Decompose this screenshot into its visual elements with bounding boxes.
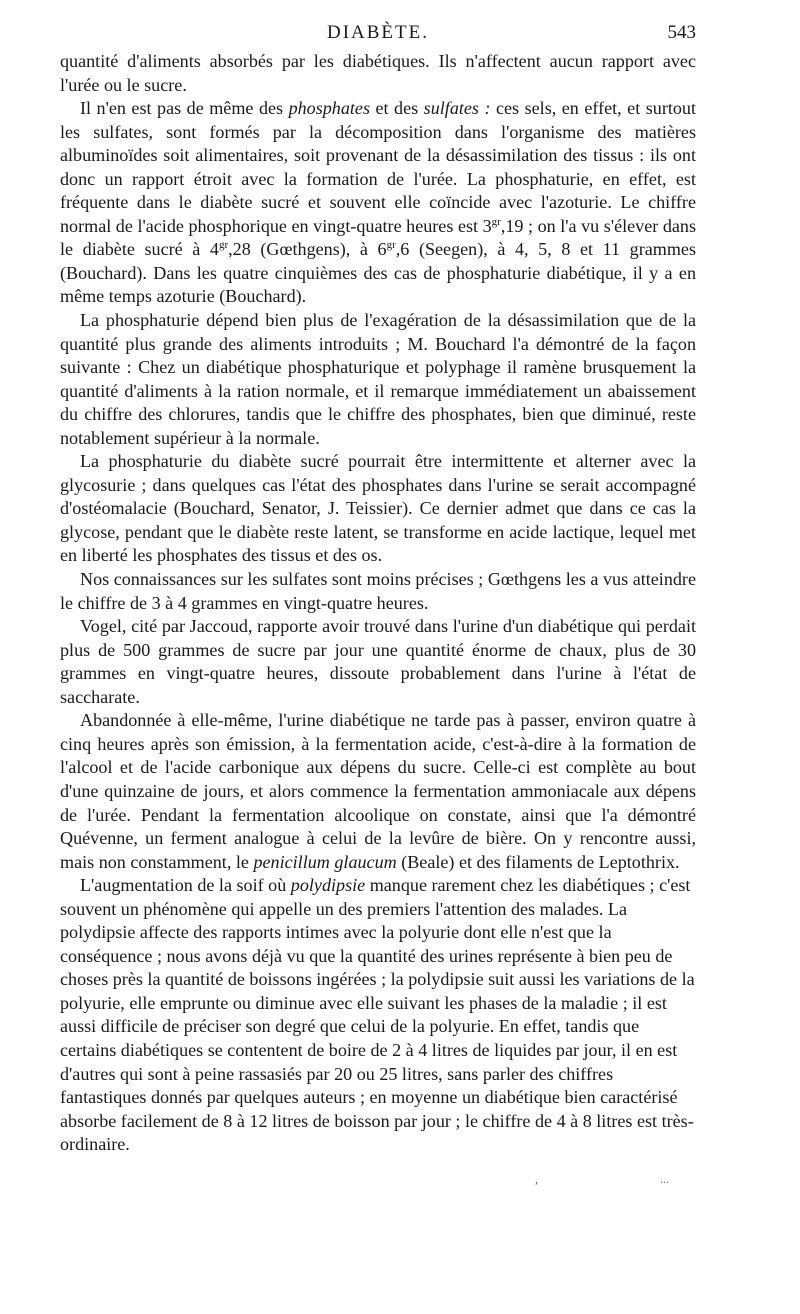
text-run: ,6 (Seegen), à 4, 5, 8 et 11 grammes (Bouchard). Dans les quatre cinquièmes des cas de phosphaturie diabétique, il y a en même temps azoturie (Bouchard). [60,239,696,307]
text-run: et des [369,98,424,119]
text-run: La phosphaturie dépend bien plus de l'exagération de la désassimilation que de la quantité plus grande des aliments introduits ; M. Bouchard l'a démontré de la façon suivante : Chez un diabétique phosphaturique et polyphage il ramène brusquement la quantité d'aliments à la ration normale, et il remarque immédiatement un abaissement du chiffre des chlorures, tandis que le chiffre des phosphates, bien que diminué, reste notablement supérieur à la normale. [60,310,696,448]
paragraph [60,709,696,874]
text-run: manque rarement chez les diabétiques ; c'est souvent un phénomène qui appelle un des premiers l'attention des malades. La polydipsie affecte des rapports intimes avec la polyurie dont elle n'est que la conséquence ; nous avons déjà vu que la quantité des urines représente à bien peu de choses près la quantité de boissons ingérées ; la polydipsie suit aussi les variations de la polyurie, elle emprunte ou diminue avec elle suivant les phases de la maladie ; il est aussi difficile de préciser son degré que celui de la polyurie. En effet, tandis que certains diabétiques se contentent de boire de 2 à 4 litres de liquides par jour, il en est d'autres qui sont à peine rassasiés par 20 ou 25 litres, sans parler des chiffres fantastiques donnés par quelques auteurs ; en moyenne un diabétique bien caractérisé absorbe facilement de 8 à 12 litres de boisson par jour ; le chiffre de 4 à 8 litres est très-ordinaire. [60,875,695,1155]
page-number: 543 [667,22,696,43]
italic-term: phosphates [288,98,370,119]
text-run: Abandonnée à elle-même, l'urine diabétique ne tarde pas à passer, environ quatre à cinq heures après son émission, à la fermentation acide, c'est-à-dire à la formation de l'alcool et de l'acide carbonique aux dépens du sucre. Celle-ci est complète au bout d'une quinzaine de jours, et alors commence la fermentation ammoniacale aux dépens de l'urée. Pendant la fermentation alcoolique on constate, ainsi que l'a démontré Quévenne, un ferment analogue à celui de la levûre de bière. On y rencontre aussi, mais non constamment, le [60,710,696,872]
stray-mark-dots: ... [660,1172,669,1186]
paragraph [60,309,696,450]
paragraph [60,97,696,309]
text-run: ces sels, en effet, et surtout les sulfates, sont formés par la décomposition dans l'organisme des matières albuminoïdes soit alimentaires, soit provenant de la désassimilation des tissus : ils ont donc un rapport étroit avec la formation de l'urée. La phosphaturie, en effet, est fréquente dans le diabète sucré et souvent elle coïncide avec l'azoturie. Le chiffre normal de l'acide phosphorique en vingt-quatre heures est 3 [60,98,696,236]
text-run: La phosphaturie du diabète sucré pourrait être intermittente et alterner avec la glycosurie ; dans quelques cas l'état des phosphates dans l'urine se serait accompagné d'ostéomalacie (Bouchard, Senator, J. Teissier). Ce dernier admet que dans ce cas la glycose, pendant que le diabète reste latent, se transforme en acide lactique, lequel met en liberté les phosphates des tissus et des os. [60,451,696,566]
paragraph [60,874,696,1157]
book-page [60,22,696,1157]
text-run: Il n'en est pas de même des [80,98,289,119]
paragraph [60,450,696,568]
unit-superscript: gr [218,239,229,252]
italic-term: polydipsie [290,875,366,896]
text-run: L'augmentation de la soif où [80,875,291,896]
italic-term: penicillum glaucum [253,851,397,872]
text-run: Nos connaissances sur les sulfates sont moins précises ; Gœthgens les a vus atteindre le chiffre de 3 à 4 grammes en vingt-quatre heures. [60,569,696,613]
page-header [60,22,696,50]
text-run: quantité d'aliments absorbés par les diabétiques. Ils n'affectent aucun rapport avec l'urée ou le sucre. [60,51,696,95]
unit-superscript: gr [491,215,501,228]
text-run: (Beale) et des filaments de Leptothrix. [396,851,680,872]
paragraph [60,615,696,709]
unit-superscript: gr [386,239,396,252]
stray-mark-comma: , [535,1172,538,1186]
paragraph [60,50,696,97]
text-run: ,28 (Gœthgens), à 6 [228,239,387,260]
text-run: Vogel, cité par Jaccoud, rapporte avoir trouvé dans l'urine d'un diabétique qui perdait plus de 500 grammes de sucre par jour une quantité énorme de chaux, plus de 30 grammes en vingt-quatre heures, dissoute probablement dans l'urine à l'état de saccharate. [60,616,696,707]
text-run: ,19 ; on l'a vu s'élever dans le diabète sucré à 4 [60,215,697,260]
italic-term: sulfates : [423,98,491,119]
body-text [60,50,696,1157]
paragraph [60,568,696,615]
running-title: DIABÈTE. [326,22,429,43]
